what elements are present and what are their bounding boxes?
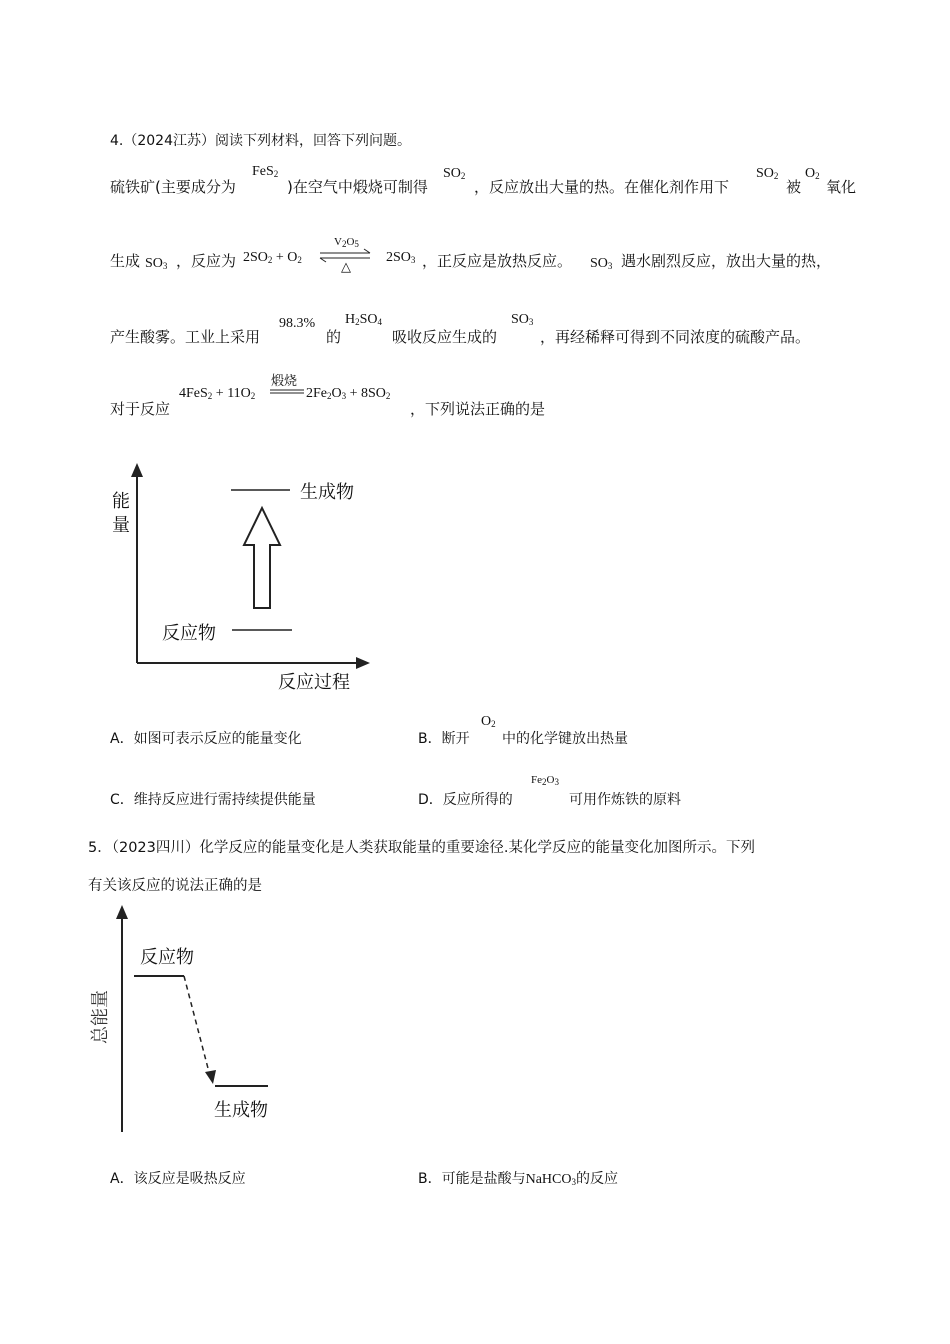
formula-text: SO [756,166,774,181]
percent-value: 98.3% [279,316,316,331]
eq-sub: 3 [410,255,416,265]
reactant-label: 反应物 [162,623,216,644]
option-d-tail [569,789,681,809]
text: 氧化 [826,178,857,196]
y-axis-arrow [131,463,143,477]
q5-option-b[interactable] [418,1168,618,1188]
option-text: 中的化学键放出热量 [502,731,628,747]
formula-so3 [145,256,167,272]
q4-line3-c [392,326,497,347]
q4-title: 4.（2024江苏）阅读下列材料，回答下列问题。 [110,133,411,149]
q4-line1-d [786,176,801,197]
text: ，正反应是放热反应。 [422,252,573,270]
formula-h2so4 [345,312,382,328]
formula-text: O [481,714,492,729]
q4-line1-e [826,176,856,197]
y-axis-arrow [116,905,128,919]
option-c[interactable]: C．维持反应进行需持续提供能量 [110,792,316,808]
text: 吸收反应生成的 [392,328,498,346]
text: 对于反应 [110,400,171,418]
text: 遇水剧烈反应，放出大量的热， [621,252,832,270]
dashed-transition [184,976,210,1076]
formula-sub: 2 [491,719,496,729]
formula-fe2o3-option [531,774,559,787]
formula-sub: 2 [542,777,547,787]
formula-so3-c [511,312,533,328]
formula-sub: 3 [607,261,613,271]
formula-sub: 2 [815,171,820,181]
formula-sub: 2 [460,171,466,181]
option-b[interactable] [418,728,470,748]
up-arrow-hollow [244,508,280,608]
formula-so2-b [756,166,778,182]
q4-line3 [110,326,260,347]
catalyst-text: O [346,236,355,248]
y-label-energy-1: 能 [112,491,130,512]
heat-symbol: △ [341,260,351,275]
text: 生成 [110,252,141,270]
y-label-energy-2: 量 [112,515,130,536]
x-label-process: 反应过程 [278,672,350,693]
equation-so3 [386,250,415,266]
formula-text: SO [145,256,163,271]
formula-text: H [345,312,356,327]
formula-sub: 2 [355,317,360,327]
q5-line2: 有关该反应的说法正确的是 [88,878,262,894]
eq-part: + 11O [212,386,251,401]
q5-y-label: 总能量 [90,990,111,1044]
q4-line2-c [422,250,572,271]
eq-part: + O [272,250,298,265]
eq-part: O [331,386,342,401]
option-a[interactable]: A．如图可表示反应的能量变化 [110,731,302,747]
eq-sub: 3 [341,391,347,401]
formula-so3-b [590,256,612,272]
option-text: B．断开 [418,731,470,747]
eq-part: 2SO [386,250,411,265]
q4-line4-b [410,398,545,419]
formula-sub: 3 [554,777,559,787]
eq-part: + 8SO [346,386,386,401]
formula-sub: 2 [773,171,779,181]
formula-o2 [805,166,820,182]
product-label: 生成物 [300,482,354,503]
eq-sub: 2 [297,255,302,265]
option-text: B．可能是盐酸与 [418,1171,526,1187]
q4-line2-d [621,250,831,271]
option-text: 的反应 [576,1171,618,1187]
eq-sub: 2 [207,391,213,401]
formula-text: FeS [252,164,274,179]
q4-line3-d [540,326,810,347]
q5-reactant-label: 反应物 [140,947,194,968]
formula-text: SO [443,166,461,181]
text: 被 [786,178,802,196]
q4-line1 [110,176,236,197]
q5-option-a[interactable]: A．该反应是吸热反应 [110,1171,246,1187]
q5-line1: 5．（2023四川）化学反应的能量变化是人类获取能量的重要途径.某化学反应的能量变化加图所示。下列 [88,840,755,856]
eq-part: 4FeS [179,386,208,401]
formula-text: SO [511,312,529,327]
x-axis-arrow [356,657,370,669]
text: ，下列说法正确的是 [410,400,546,418]
equation-fe2o3-so2 [306,386,390,402]
eq-sub: 2 [267,255,273,265]
q5-product-label: 生成物 [214,1100,268,1121]
formula-text: SO [590,256,608,271]
formula-fes2 [252,164,278,180]
eq-part: 2Fe [306,386,327,401]
text: 硫铁矿(主要成分为 [110,178,236,196]
option-d[interactable] [418,789,513,809]
formula-text: SO [359,312,378,327]
q4-line3-b [326,326,341,347]
eq-sub: 2 [385,391,391,401]
q4-line4 [110,398,170,419]
text: 的 [326,328,342,346]
equal-sign [270,388,306,396]
option-text: 可用作炼铁的原料 [569,792,681,808]
q4-line2-b [176,250,236,271]
q4-line1-c [474,176,729,197]
option-text: D．反应所得的 [418,792,513,808]
eq-sub: 2 [250,391,256,401]
formula-so2 [443,166,465,182]
formula-text: Fe [531,774,542,786]
equation-so2-o2 [243,250,302,266]
formula-text: NaHCO [525,1172,572,1187]
q4-line2 [110,250,140,271]
formula-sub: 3 [528,317,534,327]
text: ，再经稀释可得到不同浓度的硫酸产品。 [540,328,811,346]
formula-text: O [546,774,555,786]
text: 产生酸雾。工业上采用 [110,328,261,346]
eq-sub: 2 [327,391,332,401]
catalyst-sub: 2 [341,239,347,249]
formula-text: O [805,166,816,181]
equation-fes2-o2 [179,386,255,402]
formula-sub: 3 [571,1177,576,1187]
text: )在空气中煅烧可制得 [287,178,428,196]
formula-sub: 4 [377,317,383,327]
text: ，反应为 [176,252,237,270]
formula-sub: 2 [273,169,279,179]
dashed-arrow-head [205,1070,216,1084]
option-b-tail [502,728,628,748]
q4-line1-b [287,176,428,197]
eq-part: 2SO [243,250,268,265]
condition-label: 煅烧 [271,374,298,389]
text: ，反应放出大量的热。在催化剂作用下 [474,178,730,196]
catalyst-sub: 5 [354,239,359,249]
formula-sub: 3 [162,261,168,271]
formula-nahco3 [526,1172,576,1187]
formula-o2-option [481,714,496,730]
catalyst-text: V [334,236,342,248]
